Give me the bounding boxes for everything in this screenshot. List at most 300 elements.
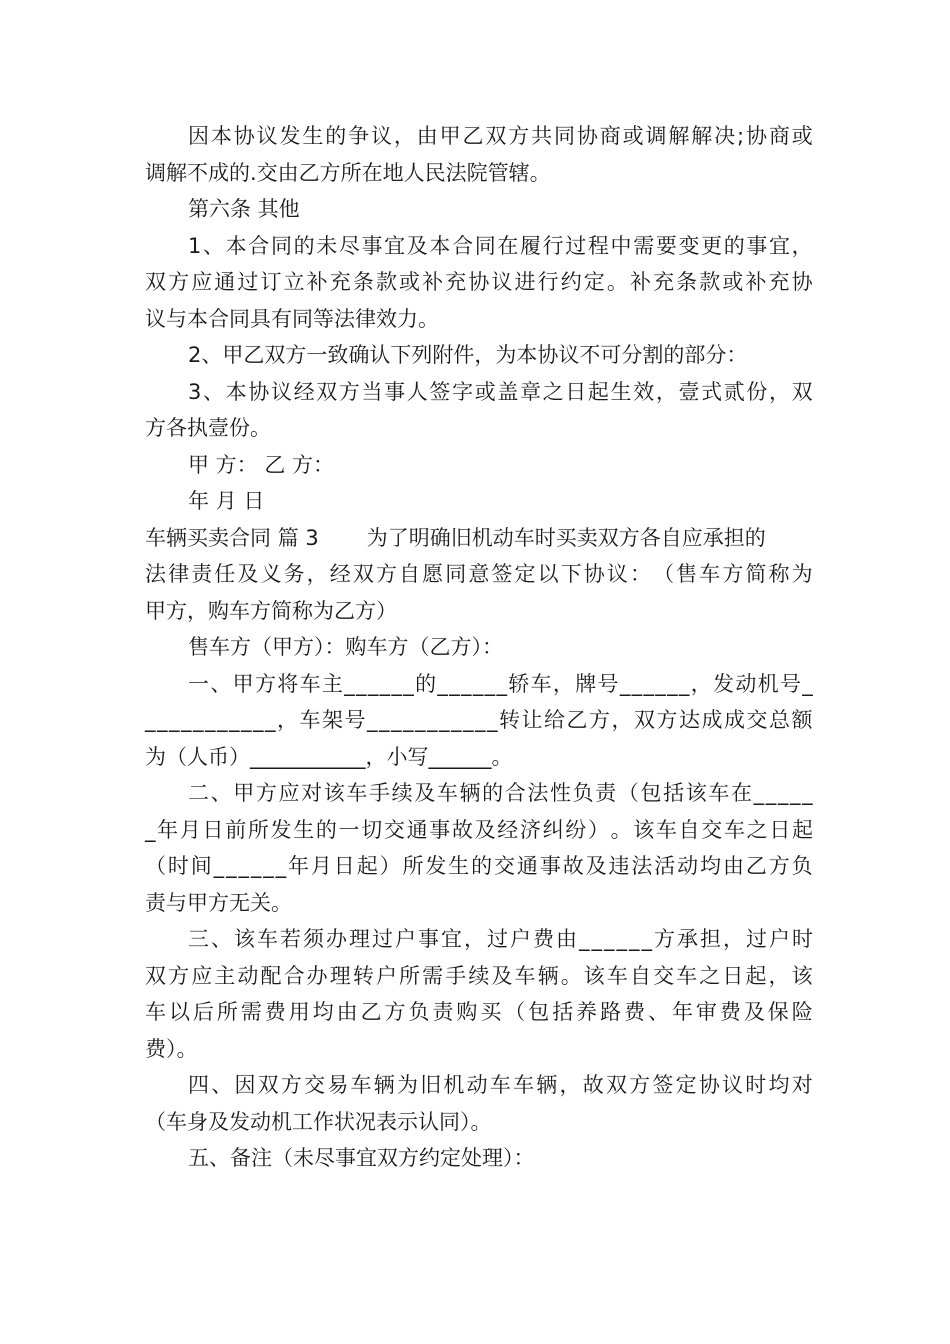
glyph: 险 (791, 1000, 813, 1024)
text-line (145, 483, 813, 520)
glyph: _ (631, 671, 643, 696)
glyph: 买 (480, 1000, 502, 1024)
glyph: 立 (283, 270, 305, 294)
glyph: 负 (791, 854, 813, 878)
text-line (145, 264, 813, 301)
glyph: 字 (452, 379, 474, 404)
glyph: 的 (415, 671, 437, 696)
glyph: 要 (655, 233, 677, 258)
glyph: 户 (375, 963, 397, 988)
glyph: 该 (791, 963, 813, 988)
glyph: 让 (521, 708, 543, 732)
glyph: 方 (254, 671, 276, 696)
glyph: 号 (344, 708, 366, 732)
glyph: 若 (280, 927, 301, 951)
glyph: 车 (489, 1073, 511, 1097)
text-line (145, 447, 813, 484)
glyph: _ (344, 671, 355, 696)
glyph: 方 (654, 927, 675, 951)
glyph: 、 (211, 1073, 233, 1097)
glyph: 义 (260, 562, 282, 586)
glyph: 该 (234, 927, 255, 951)
glyph: （ (504, 1000, 526, 1024)
glyph: 活 (654, 854, 676, 878)
glyph: 三 (188, 927, 209, 951)
glyph: 户 (510, 927, 531, 951)
glyph: 、 (203, 233, 225, 258)
glyph: 责 (432, 1000, 454, 1024)
glyph: 架 (322, 708, 343, 732)
glyph: 称 (768, 562, 790, 586)
glyph: 效 (633, 379, 655, 404)
glyph: 时 (167, 854, 189, 878)
glyph: 纠 (542, 817, 564, 842)
glyph: 故 (582, 1073, 604, 1097)
glyph: 经 (497, 817, 519, 842)
glyph: 协 (583, 562, 605, 586)
glyph: _ (379, 671, 391, 696)
line-text: 第六条 其他 (188, 197, 300, 221)
glyph: 变 (678, 233, 700, 258)
glyph: 将 (277, 671, 299, 696)
glyph: ， (690, 671, 712, 696)
glyph: 事 (361, 233, 383, 258)
glyph: 生 (302, 124, 324, 148)
glyph: 章 (519, 379, 541, 404)
glyph: 合 (504, 781, 526, 805)
glyph: 辆 (373, 1073, 395, 1097)
glyph: 事 (746, 233, 768, 258)
glyph: 方 (629, 1073, 651, 1097)
glyph: 济 (519, 817, 541, 842)
glyph: 间 (190, 854, 212, 878)
glyph: 时 (792, 927, 813, 951)
glyph: 程 (587, 233, 609, 258)
glyph: 主 (321, 671, 343, 696)
glyph: 车 (708, 781, 730, 805)
glyph: 合 (248, 233, 270, 258)
glyph: 、 (210, 781, 232, 805)
glyph: 双 (145, 963, 166, 988)
glyph: 由 (416, 124, 438, 148)
glyph: 配 (260, 963, 282, 988)
glyph: _ (367, 671, 379, 696)
text-line (145, 191, 813, 228)
glyph: 双 (485, 124, 507, 148)
glyph: 发 (713, 671, 734, 696)
glyph: _ (213, 854, 225, 878)
glyph: 签 (491, 562, 513, 586)
glyph: 协 (791, 270, 813, 294)
glyph: _ (205, 708, 216, 732)
glyph: 责 (191, 562, 213, 586)
text-line (145, 994, 813, 1031)
glyph: 车 (513, 1073, 535, 1097)
glyph: 达 (679, 708, 700, 732)
glyph: 方 (280, 1073, 302, 1097)
glyph: 份 (746, 379, 768, 404)
glyph: 车 (655, 817, 677, 842)
glyph: 任 (214, 562, 236, 586)
glyph: _ (463, 708, 474, 732)
section-heading: 车辆买卖合同 篇 3 (145, 525, 319, 550)
glyph: 所 (399, 963, 421, 988)
glyph: 及 (585, 854, 607, 878)
glyph: 简 (745, 562, 767, 586)
glyph: 调 (645, 124, 667, 148)
glyph: _ (356, 671, 367, 696)
glyph: ： (629, 562, 651, 586)
glyph: 均 (768, 1073, 790, 1097)
glyph: 。 (560, 963, 582, 988)
glyph: 交 (653, 963, 675, 988)
glyph: 及 (743, 1000, 765, 1024)
glyph: 定 (514, 562, 536, 586)
glyph: 该 (633, 817, 655, 842)
glyph: 轿 (508, 671, 530, 696)
glyph: 签 (652, 1073, 674, 1097)
line-text: 为（人币）___________，小写______。 (145, 744, 513, 769)
glyph: 包 (528, 1000, 550, 1024)
glyph: ， (611, 708, 633, 732)
glyph: 日 (565, 379, 587, 404)
glyph: 本 (210, 124, 232, 148)
glyph: 的 (325, 124, 347, 148)
line-text: 费）。 (145, 1036, 198, 1061)
glyph: 及 (414, 781, 436, 805)
glyph: 进 (514, 270, 536, 294)
glyph: _ (616, 927, 627, 951)
glyph: ; (737, 124, 745, 148)
glyph: 车 (606, 963, 628, 988)
glyph: 由 (722, 854, 744, 878)
glyph: 或 (791, 124, 813, 148)
glyph: 动 (677, 854, 699, 878)
glyph: 车 (350, 1073, 372, 1097)
glyph: 保 (767, 1000, 789, 1024)
glyph: _ (802, 671, 813, 696)
glyph: 乙 (566, 708, 588, 732)
glyph: 本 (429, 233, 451, 258)
glyph: 费 (624, 1000, 646, 1024)
glyph: _ (655, 671, 666, 696)
glyph: 充 (768, 270, 790, 294)
glyph: 之 (542, 379, 564, 404)
glyph: 纷 (565, 817, 587, 842)
glyph: 车 (145, 1000, 166, 1024)
glyph: 务 (283, 562, 305, 586)
glyph: 起 (356, 854, 378, 878)
glyph: ， (306, 562, 328, 586)
glyph: ， (655, 379, 677, 404)
glyph: _ (678, 671, 690, 696)
glyph: 额 (791, 708, 813, 732)
glyph: ， (769, 379, 791, 404)
glyph: 括 (552, 1000, 574, 1024)
glyph: 交 (701, 817, 723, 842)
glyph: 解 (668, 124, 690, 148)
glyph: 或 (622, 124, 644, 148)
glyph: 审 (695, 1000, 717, 1024)
glyph: 法 (631, 854, 653, 878)
glyph: 议 (491, 270, 513, 294)
glyph: 协 (576, 124, 598, 148)
text-line (145, 812, 813, 849)
glyph: 条 (352, 270, 374, 294)
glyph: 机 (443, 1073, 465, 1097)
glyph: 在 (497, 233, 519, 258)
glyph: _ (379, 708, 390, 732)
glyph: 月 (310, 854, 332, 878)
glyph: 、 (211, 927, 232, 951)
line-text: 为了明确旧机动车时买卖双方各自应承担的 (366, 525, 766, 550)
glyph: 办 (306, 963, 328, 988)
glyph: 日 (769, 817, 791, 842)
glyph: 交 (746, 708, 768, 732)
glyph: _ (145, 708, 156, 732)
glyph: 担 (700, 927, 721, 951)
glyph: 的 (471, 854, 493, 878)
glyph: 协 (745, 124, 767, 148)
glyph: _ (496, 671, 507, 696)
glyph: 需 (633, 233, 655, 258)
glyph: 动 (466, 1073, 488, 1097)
glyph: _ (619, 671, 631, 696)
glyph: _ (415, 708, 426, 732)
glyph: 年 (157, 817, 179, 842)
glyph: _ (217, 708, 228, 732)
text-line (145, 921, 813, 958)
glyph: 争 (348, 124, 370, 148)
text-line (145, 337, 813, 374)
glyph: 方 (656, 708, 678, 732)
glyph: 车 (299, 708, 321, 732)
glyph: 事 (429, 817, 451, 842)
glyph: 一 (338, 817, 360, 842)
glyph: _ (253, 708, 264, 732)
glyph: 本 (225, 233, 247, 258)
glyph: 经 (329, 562, 351, 586)
glyph: _ (790, 781, 801, 805)
glyph: 条 (676, 270, 698, 294)
glyph: 日 (202, 817, 224, 842)
glyph: 售 (676, 562, 698, 586)
glyph: 车 (436, 781, 458, 805)
glyph: 通 (516, 854, 538, 878)
glyph: 过 (372, 927, 393, 951)
glyph: 年 (671, 1000, 693, 1024)
line-text: 2、甲乙双方一致确认下列附件，为本协议不可分割的部分： (188, 343, 748, 367)
glyph: _ (367, 708, 378, 732)
glyph: 辆 (536, 1073, 558, 1097)
glyph: _ (472, 671, 484, 696)
glyph: 宜 (384, 233, 406, 258)
glyph: 交 (494, 854, 516, 878)
glyph: 为 (396, 1073, 418, 1097)
line-text: 责与甲方无关。 (145, 890, 292, 915)
glyph: ， (723, 927, 744, 951)
glyph: 双 (605, 1073, 627, 1097)
glyph: _ (427, 708, 438, 732)
glyph: 发 (279, 124, 301, 148)
text-line (145, 629, 813, 666)
glyph: 责 (595, 781, 617, 805)
glyph: _ (753, 781, 765, 805)
glyph: _ (169, 708, 180, 732)
glyph: 办 (326, 927, 347, 951)
glyph: 议 (722, 1073, 744, 1097)
glyph: _ (241, 708, 252, 732)
glyph: 双 (352, 562, 374, 586)
glyph: 号 (779, 671, 801, 696)
glyph: 乙 (745, 854, 767, 878)
glyph: 。 (610, 817, 632, 842)
glyph: _ (591, 927, 602, 951)
glyph: ） (379, 854, 401, 878)
glyph: 的 (723, 233, 745, 258)
text-line (145, 885, 813, 922)
text-line (145, 301, 813, 338)
glyph: 旧 (420, 1073, 442, 1097)
glyph: 车 (530, 671, 552, 696)
text-line (145, 374, 813, 411)
glyph: _ (451, 708, 462, 732)
glyph: 转 (499, 708, 520, 732)
glyph: 更 (701, 233, 723, 258)
glyph: _ (181, 708, 192, 732)
glyph: 共 (531, 124, 553, 148)
glyph: _ (403, 671, 414, 696)
glyph: 切 (361, 817, 383, 842)
glyph: ， (393, 124, 415, 148)
glyph: 发 (270, 817, 292, 842)
glyph: 愿 (422, 562, 444, 586)
glyph: _ (777, 781, 789, 805)
text-line (145, 520, 813, 557)
glyph: 方 (168, 270, 190, 294)
glyph: 该 (583, 963, 605, 988)
glyph: 辆 (459, 781, 481, 805)
glyph: 自 (629, 963, 651, 988)
glyph: _ (643, 671, 654, 696)
glyph: 需 (422, 963, 444, 988)
glyph: 理 (349, 927, 370, 951)
glyph: 方 (589, 708, 610, 732)
glyph: 及 (491, 963, 513, 988)
glyph: 、 (210, 671, 232, 696)
glyph: 双 (257, 1073, 279, 1097)
glyph: 性 (550, 781, 571, 805)
glyph: 方 (722, 562, 744, 586)
glyph: 在 (731, 781, 752, 805)
glyph: 乙 (360, 1000, 382, 1024)
line-text: 议与本合同具有同等法律效力。 (145, 306, 439, 331)
glyph: 同 (445, 562, 467, 586)
glyph: 该 (685, 781, 707, 805)
glyph: 起 (791, 817, 813, 842)
glyph: 费 (533, 927, 554, 951)
glyph: 承 (677, 927, 698, 951)
glyph: _ (229, 708, 240, 732)
text-line (145, 118, 813, 155)
glyph: 起 (587, 379, 609, 404)
glyph: 动 (237, 963, 259, 988)
glyph: _ (604, 927, 615, 951)
glyph: 成 (724, 708, 745, 732)
glyph: 后 (192, 1000, 214, 1024)
glyph: 均 (312, 1000, 334, 1024)
glyph: 补 (422, 270, 444, 294)
glyph: 过 (487, 927, 508, 951)
glyph: 行 (542, 233, 564, 258)
glyph: _ (250, 854, 262, 878)
glyph: 壹 (678, 379, 700, 404)
text-line (145, 848, 813, 885)
glyph: 车 (514, 963, 536, 988)
glyph: 充 (329, 270, 351, 294)
glyph: 路 (600, 1000, 622, 1024)
glyph: 议 (270, 379, 292, 404)
text-line (145, 666, 813, 703)
glyph: 日 (722, 963, 744, 988)
glyph: 盖 (497, 379, 519, 404)
glyph: 包 (640, 781, 662, 805)
glyph: _ (157, 708, 168, 732)
glyph: 车 (257, 927, 278, 951)
glyph: 同 (554, 124, 575, 148)
glyph: _ (226, 854, 237, 878)
glyph: 款 (699, 270, 721, 294)
glyph: 时 (745, 1073, 767, 1097)
glyph: 款 (375, 270, 397, 294)
glyph: 议 (256, 124, 278, 148)
glyph: 因 (188, 124, 209, 148)
glyph: 人 (406, 379, 428, 404)
text-line (145, 1031, 813, 1068)
glyph: 费 (719, 1000, 741, 1024)
glyph: _ (629, 927, 640, 951)
glyph: 同 (474, 233, 496, 258)
glyph: 过 (746, 927, 767, 951)
glyph: _ (765, 781, 777, 805)
line-text: 方各执壹份。 (145, 416, 271, 440)
line-text: 五、备注（未尽事宜双方约定处理）： (188, 1146, 535, 1170)
glyph: 双 (316, 379, 338, 404)
glyph: 生 (293, 817, 315, 842)
glyph: 理 (329, 963, 351, 988)
glyph: 的 (293, 233, 315, 258)
glyph: 议 (606, 562, 628, 586)
glyph: _ (403, 708, 414, 732)
glyph: ， (791, 233, 813, 258)
glyph: 订 (260, 270, 282, 294)
glyph: 履 (519, 233, 541, 258)
glyph: 续 (468, 963, 490, 988)
glyph: _ (275, 854, 287, 878)
glyph: 月 (179, 817, 201, 842)
glyph: _ (439, 708, 450, 732)
glyph: _ (487, 708, 498, 732)
glyph: 交 (383, 817, 405, 842)
glyph: 发 (425, 854, 447, 878)
text-line (145, 1104, 813, 1141)
text-line (145, 410, 813, 447)
glyph: ， (559, 1073, 581, 1097)
glyph: 通 (406, 817, 428, 842)
glyph: 易 (327, 1073, 349, 1097)
glyph: 中 (610, 233, 632, 258)
glyph: ， (552, 671, 574, 696)
